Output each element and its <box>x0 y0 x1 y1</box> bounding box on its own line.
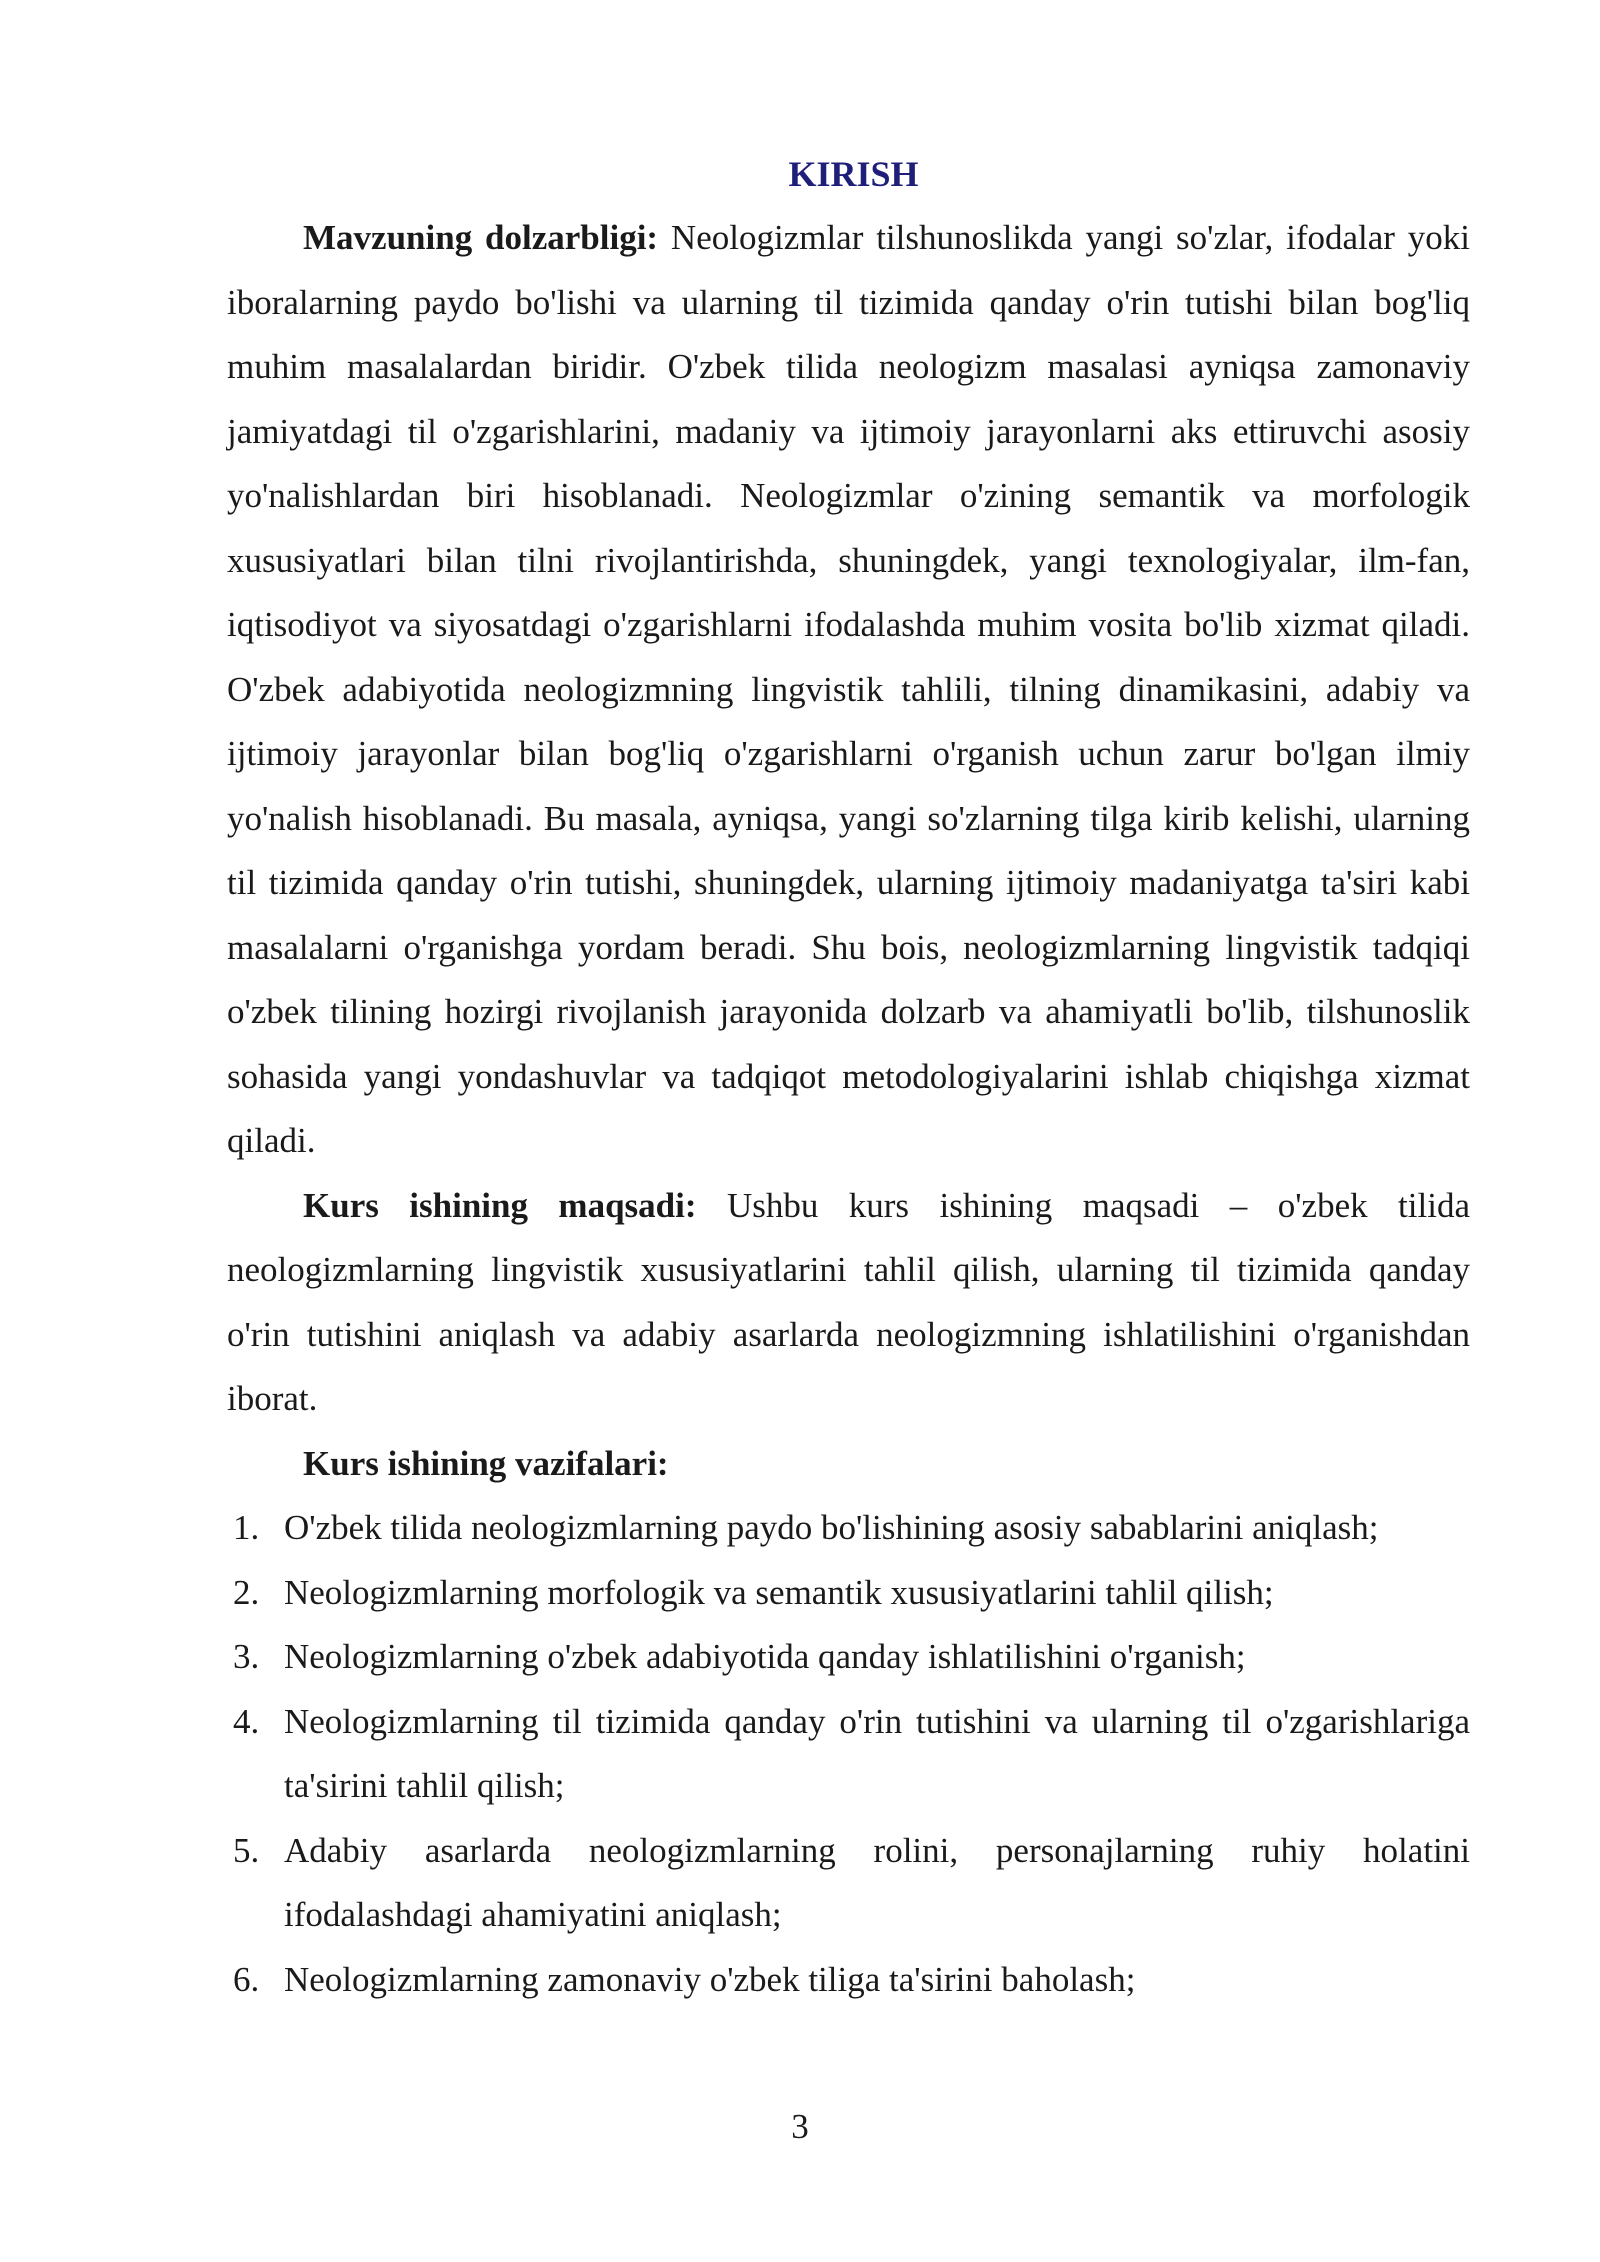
list-item-text: Neologizmlarning morfologik va semantik xususiyatlarini tahlil qilish; <box>284 1572 1274 1612</box>
goal-paragraph <box>227 1174 1470 1432</box>
tasks-heading: Kurs ishining vazifalari: <box>303 1443 669 1483</box>
goal-text: Ushbu kurs ishining maqsadi – o'zbek tilida neologizmlarning lingvistik xususiyatlarini tahlil qilish, ularning til tizimida qanday o'rin tutishini aniqlash va adabiy asarlarda neologizmning ishlatilishini o'rganishdan iborat. <box>227 1185 1470 1418</box>
list-item-number: 4. <box>233 1701 260 1741</box>
relevance-text: Neologizmlar tilshunoslikda yangi so'zlar, ifodalar yoki iboralarning paydo bo'lishi va ularning til tizimida qanday o'rin tutishi bilan bog'liq muhim masalalardan biridir. O'zbek tilida neologizm masalasi ayniqsa zamonaviy jamiyatdagi til o'zgarishlarini, madaniy va ijtimoiy jarayonlarni aks ettiruvchi asosiy yo'nalishlardan biri hisoblanadi. Neologizmlar o'zining semantik va morfologik xususiyatlari bilan tilni rivojlantirishda, shuningdek, yangi texnologiyalar, ilm-fan, iqtisodiyot va siyosatdagi o'zgarishlarni ifodalashda muhim vosita bo'lib xizmat qiladi. O'zbek adabiyotida neologizmning lingvistik tahlili, tilning dinamikasini, adabiy va ijtimoiy jarayonlar bilan bog'liq o'zgarishlarni o'rganish uchun zarur bo'lgan ilmiy yo'nalish hisoblanadi. Bu masala, ayniqsa, yangi so'zlarning tilga kirib kelishi, ularning til tizimida qanday o'rin tutishi, shuningdek, ularning ijtimoiy madaniyatga ta'siri kabi masalalarni o'rganishga yordam beradi. Shu bois, neologizmlarning lingvistik tadqiqi o'zbek tilining hozirgi rivojlanish jarayonida dolzarb va ahamiyatli bo'lib, tilshunoslik sohasida yangi yondashuvlar va tadqiqot metodologiyalarini ishlab chiqishga xizmat qiladi. <box>227 218 1470 1160</box>
list-item-number: 3. <box>233 1637 260 1676</box>
list-item-text: Neologizmlarning zamonaviy o'zbek tiliga ta'sirini baholash; <box>284 1959 1136 1999</box>
list-item-text: Neologizmlarning o'zbek adabiyotida qanday ishlatilishini o'rganish; <box>284 1637 1246 1676</box>
list-item-text: Neologizmlarning til tizimida qanday o'rin tutishini va ularning til o'zgarishlariga ta'sirini tahlil qilish; <box>284 1701 1470 1805</box>
list-item-number: 5. <box>233 1830 260 1870</box>
list-item <box>227 1819 1470 1948</box>
section-heading: KIRISH <box>788 154 919 194</box>
goal-label: Kurs ishining maqsadi: <box>303 1185 697 1225</box>
list-item <box>227 1561 1470 1626</box>
relevance-paragraph <box>227 206 1470 1174</box>
list-item-number: 6. <box>233 1959 260 1999</box>
list-item-number: 2. <box>233 1572 260 1612</box>
tasks-list <box>227 1496 1470 2012</box>
list-item <box>227 1948 1470 2013</box>
list-item-text: O'zbek tilida neologizmlarning paydo bo'lishining asosiy sabablarini aniqlash; <box>284 1508 1379 1547</box>
list-item <box>227 1625 1470 1690</box>
list-item <box>227 1690 1470 1819</box>
relevance-label: Mavzuning dolzarbligi: <box>303 218 659 257</box>
list-item <box>227 1496 1470 1561</box>
list-item-number: 1. <box>233 1508 260 1547</box>
page-content <box>227 142 1470 2012</box>
page-number: 3 <box>791 2107 809 2146</box>
list-item-text: Adabiy asarlarda neologizmlarning rolini, personajlarning ruhiy holatini ifodalashdagi ahamiyatini aniqlash; <box>284 1830 1470 1934</box>
